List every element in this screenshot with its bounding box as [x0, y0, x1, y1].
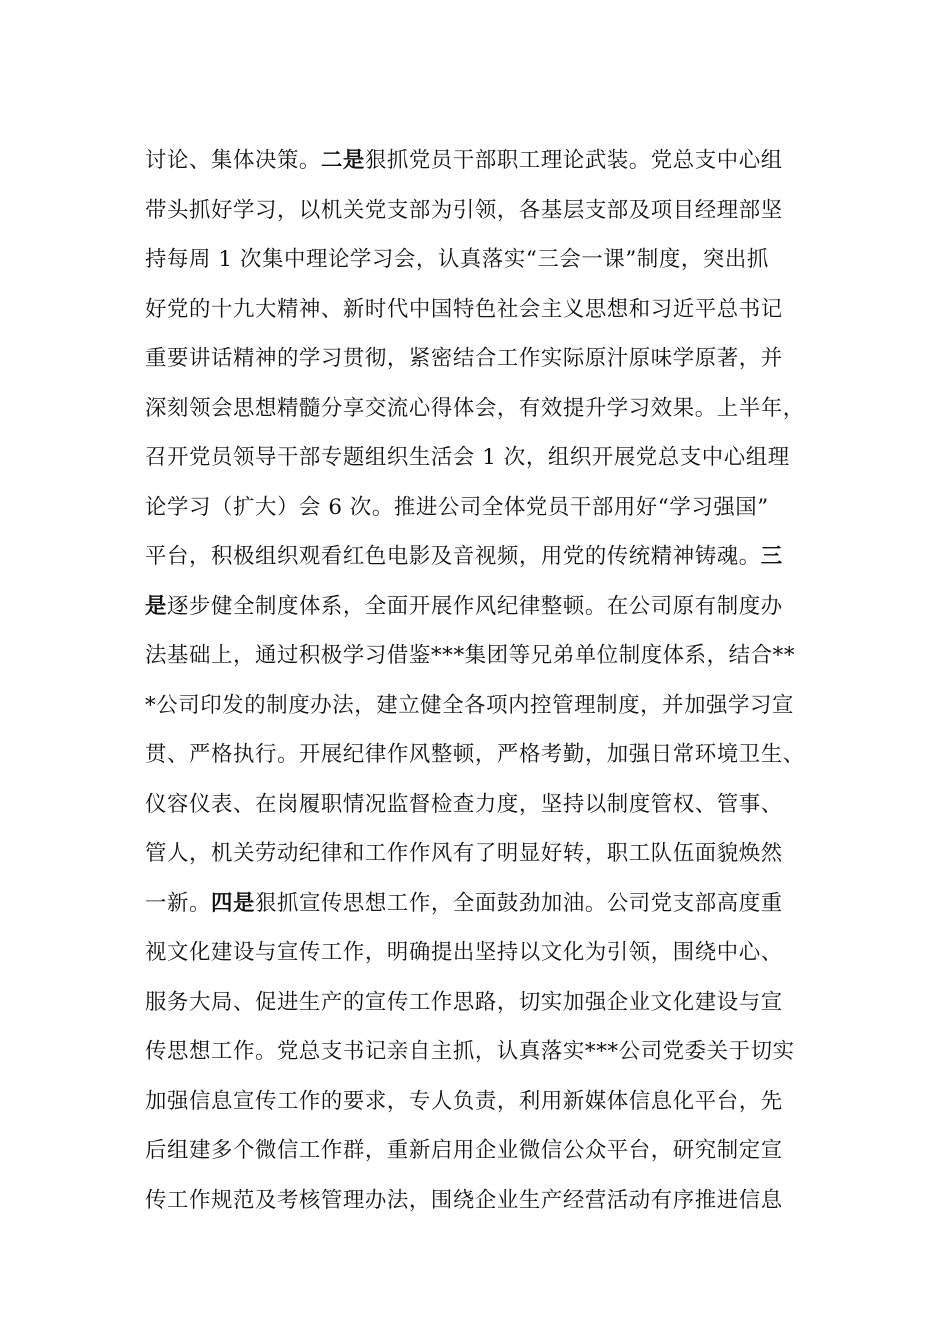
- text-line: [145, 780, 825, 830]
- text-line: [145, 1176, 825, 1226]
- text-segment: 服务大局、促进生产的宣传工作思路，切实加强企业文化建设与宣: [145, 989, 783, 1015]
- text-line: [145, 631, 825, 681]
- text-segment: 贯、严格执行。开展纪律作风整顿，严格考勤，加强日常环境卫生、: [145, 742, 805, 767]
- text-segment: 召开党员领导干部专题组织生活会 1 次，组织开展党总支中心组理: [145, 445, 790, 470]
- text-segment: 讨论、集体决策。: [145, 148, 321, 173]
- text-segment: 一新。: [145, 890, 211, 916]
- emphasis-text: 四是: [210, 890, 255, 916]
- text-line: [145, 285, 825, 335]
- emphasis-text: 是: [145, 593, 167, 619]
- text-segment: 持每周 1 次集中理论学习会，认真落实“三会一课”制度，突出抓: [145, 247, 769, 272]
- body-paragraph: [145, 136, 825, 1225]
- text-line: [145, 483, 825, 533]
- emphasis-text: 二是: [320, 148, 365, 173]
- text-segment: 视文化建设与宣传工作，明确提出坚持以文化为引领，围绕中心、: [145, 940, 783, 965]
- text-segment: 传思想工作。党总支书记亲自主抓，认真落实***公司党委关于切实: [145, 1039, 795, 1064]
- text-line: [145, 334, 825, 384]
- text-segment: 法基础上，通过积极学习借鉴***集团等兄弟单位制度体系，结合**: [145, 643, 796, 668]
- text-segment: 深刻领会思想精髓分享交流心得体会，有效提升学习效果。上半年，: [145, 395, 805, 421]
- text-line: [145, 532, 825, 582]
- text-segment: *公司印发的制度办法，建立健全各项内控管理制度，并加强学习宣: [145, 692, 795, 718]
- text-segment: 论学习（扩大）会 6 次。推进公司全体党员干部用好“学习强国”: [145, 494, 769, 520]
- text-segment: 狠抓党员干部职工理论武装。党总支中心组: [364, 148, 783, 173]
- text-line: [145, 681, 825, 731]
- text-line: [145, 582, 825, 632]
- text-line: [145, 730, 825, 780]
- text-line: [145, 879, 825, 929]
- text-line: [145, 1027, 825, 1077]
- text-line: [145, 433, 825, 483]
- text-line: [145, 235, 825, 285]
- text-segment: 逐步健全制度体系，全面开展作风纪律整顿。在公司原有制度办: [167, 593, 783, 619]
- text-segment: 带头抓好学习，以机关党支部为引领，各基层支部及项目经理部坚: [145, 197, 783, 223]
- text-segment: 仪容仪表、在岗履职情况监督检查力度，坚持以制度管权、管事、: [145, 791, 783, 817]
- text-line: [145, 928, 825, 978]
- text-line: [145, 1126, 825, 1176]
- text-segment: 后组建多个微信工作群，重新启用企业微信公众平台，研究制定宣: [145, 1138, 783, 1163]
- text-segment: 加强信息宣传工作的要求，专人负责，利用新媒体信息化平台，先: [145, 1088, 783, 1114]
- text-line: [145, 384, 825, 434]
- text-segment: 传工作规范及考核管理办法，围绕企业生产经营活动有序推进信息: [145, 1187, 783, 1213]
- text-line: [145, 136, 825, 186]
- text-line: [145, 1077, 825, 1127]
- text-line: [145, 978, 825, 1028]
- text-segment: 狠抓宣传思想工作，全面鼓劲加油。公司党支部高度重: [254, 890, 783, 916]
- text-segment: 好党的十九大精神、新时代中国特色社会主义思想和习近平总书记: [145, 296, 783, 322]
- emphasis-text: 三: [760, 544, 783, 569]
- text-segment: 重要讲话精神的学习贯彻，紧密结合工作实际原汁原味学原著，并: [145, 346, 783, 371]
- text-line: [145, 186, 825, 236]
- text-segment: 管人，机关劳动纪律和工作作风有了明显好转，职工队伍面貌焕然: [145, 841, 783, 866]
- text-segment: 平台，积极组织观看红色电影及音视频，用党的传统精神铸魂。: [145, 544, 761, 569]
- text-line: [145, 829, 825, 879]
